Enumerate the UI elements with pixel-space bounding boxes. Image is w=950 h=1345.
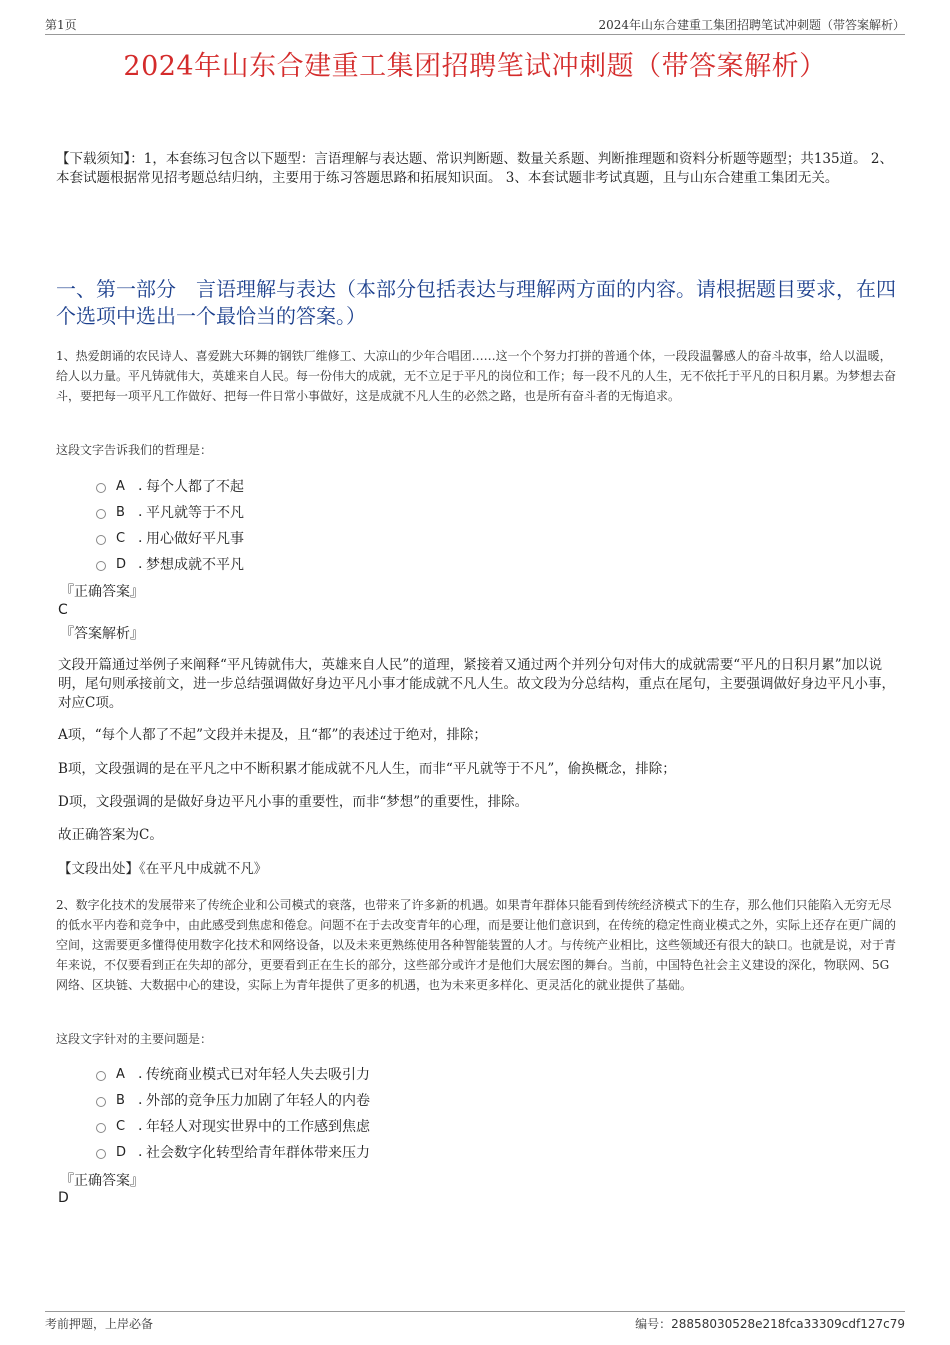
option-text: 年轻人对现实世界中的工作感到焦虑 [146,1119,370,1135]
question-2-text: 2、数字化技术的发展带来了传统企业和公司模式的衰落，也带来了许多新的机遇。如果青年群体只能看到传统经济模式下的生存，那么他们只能陷入无穷无尽的低水平内卷和竞争中，由此感受到焦虑和倦怠。问题不在于去改变青年的心理，而是要让他们意识到，在传统的稳定性商业模式之外，实际上还存在更广阔的空间，这需要更多懂得使用数字化技术和网络设备，以及未来更熟练使用各种智能装置的人才。与传统产业相比，这些领域还有很大的缺口。也就是说，对于青年来说，不仅要看到正在失却的部分，更要看到正在生长的部分，这些部分或许才是他们大展宏图的舞台。当前，中国特色社会主义建设的深化，物联网、5G网络、区块链、大数据中心的建设，实际上为青年提供了更多的机遇，也为未来更多样化、更灵活化的就业提供了基础。 [56,898,897,992]
question-1-prompt: 这段文字告诉我们的哲理是： [56,443,213,457]
analysis-note-d: D项，文段强调的是做好身边平凡小事的重要性，而非“梦想”的重要性，排除。 [58,794,529,810]
option-letter: A [116,1066,125,1082]
analysis-label: 『答案解析』 [60,626,144,642]
option-a[interactable]: A . 每个人都了不起 [96,473,244,499]
option-text: 每个人都了不起 [146,479,244,495]
option-d[interactable]: D . 梦想成就不平凡 [96,551,244,577]
page-header [45,14,905,35]
option-letter: A [116,478,125,494]
page-footer [45,1311,905,1334]
radio-icon[interactable] [96,535,106,545]
option-letter: B [116,1092,125,1108]
radio-icon[interactable] [96,561,106,571]
option-text: 用心做好平凡事 [146,531,244,547]
header-doc-title: 2024年山东合建重工集团招聘笔试冲刺题（带答案解析） [598,18,905,32]
option-b[interactable]: B . 平凡就等于不凡 [96,499,244,525]
code-label: 编号： [635,1317,672,1331]
radio-icon[interactable] [96,483,106,493]
footer-slogan: 考前押题，上岸必备 [45,1317,154,1331]
download-notice: 【下载须知】：1，本套练习包含以下题型：言语理解与表达题、常识判断题、数量关系题、判断推理题和资料分析题等题型；共135道。 2、本套试题根据常见招考题总结归纳，主要用于练习答题思路和拓展知识面。 3、本套试题非考试真题，且与山东合建重工集团无关。 [56,151,893,186]
option-text: 梦想成就不平凡 [146,557,244,573]
option-c[interactable]: C . 用心做好平凡事 [96,525,244,551]
analysis-note-b: B项，文段强调的是在平凡之中不断积累才能成就不凡人生，而非“平凡就等于不凡”，偷换概念，排除； [58,761,676,777]
page-number: 第1页 [45,18,77,32]
footer-code [635,1315,905,1332]
question-2-prompt: 这段文字针对的主要问题是： [56,1032,213,1046]
analysis-text: 文段开篇通过举例子来阐释“平凡铸就伟大，英雄来自人民”的道理，紧接着又通过两个并列分句对伟大的成就需要“平凡的日积月累”加以说明，尾句则承接前文，进一步总结强调做好身边平凡小事才能成就不凡人生。故文段为分总结构，重点在尾句，主要强调做好身边平凡小事，对应C项。 [58,657,895,711]
option-letter: C [116,1118,126,1134]
radio-icon[interactable] [96,1071,106,1081]
option-b[interactable]: B . 外部的竞争压力加剧了年轻人的内卷 [96,1087,370,1113]
answer-value: C [58,602,68,618]
code-value: 28858030528e218fca33309cdf127c79 [671,1317,905,1331]
option-c[interactable]: C . 年轻人对现实世界中的工作感到焦虑 [96,1113,370,1139]
option-letter: D [116,556,127,572]
analysis-note-a: A项，“每个人都了不起”文段并未提及，且“都”的表述过于绝对，排除； [58,727,487,743]
analysis-conclusion: 故正确答案为C。 [58,827,163,843]
question-1-text: 1、热爱朗诵的农民诗人、喜爱跳大环舞的钢铁厂维修工、大凉山的少年合唱团……这一个个努力打拼的普通个体，一段段温馨感人的奋斗故事，给人以温暖，给人以力量。平凡铸就伟大，英雄来自人民。每一份伟大的成就，无不立足于平凡的岗位和工作；每一段不凡的人生，无不依托于平凡的日积月累。为梦想去奋斗，要把每一项平凡工作做好、把每一件日常小事做好，这是成就不凡人生的必然之路，也是所有奋斗者的无悔追求。 [56,349,897,403]
answer-value: D [58,1190,69,1206]
option-text: 外部的竞争压力加剧了年轻人的内卷 [146,1093,370,1109]
option-text: 平凡就等于不凡 [146,505,244,521]
answer-label: 『正确答案』 [60,1173,144,1189]
option-text: 传统商业模式已对年轻人失去吸引力 [146,1067,370,1083]
radio-icon[interactable] [96,1097,106,1107]
radio-icon[interactable] [96,1149,106,1159]
radio-icon[interactable] [96,1123,106,1133]
option-letter: C [116,530,126,546]
document-title: 2024年山东合建重工集团招聘笔试冲刺题（带答案解析） [123,51,827,82]
option-d[interactable]: D . 社会数字化转型给青年群体带来压力 [96,1139,370,1165]
question-1-options [96,473,244,577]
radio-icon[interactable] [96,509,106,519]
option-a[interactable]: A . 传统商业模式已对年轻人失去吸引力 [96,1061,370,1087]
option-letter: D [116,1144,127,1160]
answer-label: 『正确答案』 [60,584,144,600]
option-letter: B [116,504,125,520]
passage-source: 【文段出处】《在平凡中成就不凡》 [58,861,268,877]
question-2-options [96,1061,370,1165]
section-heading: 一、第一部分 言语理解与表达（本部分包括表达与理解两方面的内容。请根据题目要求，在四个选项中选出一个最恰当的答案。） [56,277,896,328]
option-text: 社会数字化转型给青年群体带来压力 [146,1145,370,1161]
